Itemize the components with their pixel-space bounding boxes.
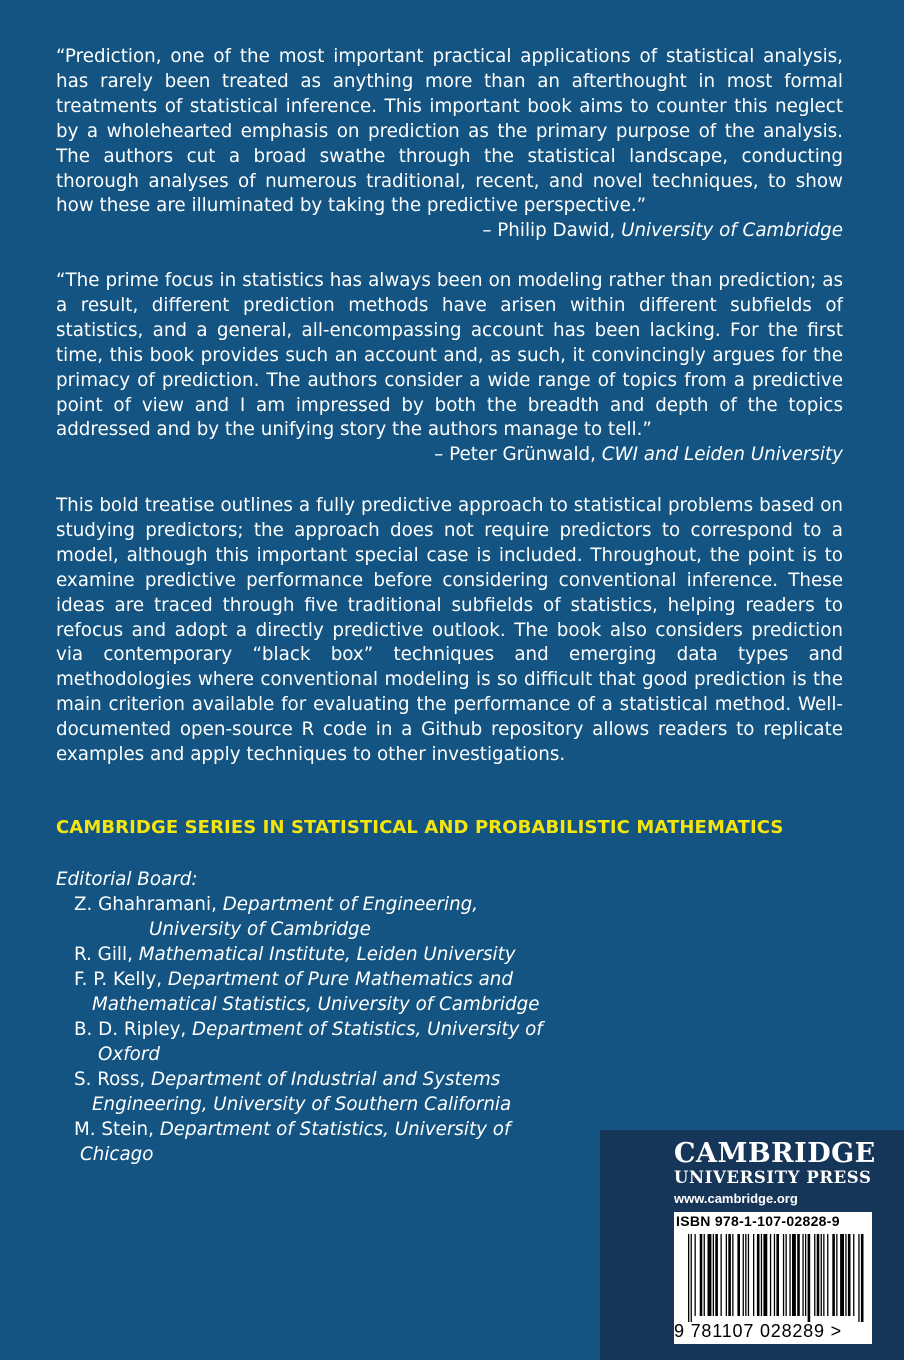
book-description xyxy=(56,494,843,768)
barcode-bar xyxy=(853,1234,854,1316)
barcode-bar xyxy=(743,1234,744,1316)
board-member xyxy=(74,1067,543,1117)
barcode-bar xyxy=(737,1234,740,1316)
barcode-bar xyxy=(789,1234,790,1316)
barcode-bar xyxy=(858,1234,859,1322)
publisher-logo-press: UNIVERSITY PRESS xyxy=(674,1168,872,1187)
member-affiliation-cont: Mathematical Statistics, University of Cambridge xyxy=(92,994,540,1015)
barcode-bar xyxy=(715,1234,718,1316)
editorial-board xyxy=(56,867,543,1167)
member-name: B. D. Ripley, xyxy=(74,1019,187,1040)
barcode-bar xyxy=(748,1234,749,1316)
barcode-bar xyxy=(700,1234,703,1316)
publisher-url: www.cambridge.org xyxy=(674,1191,798,1206)
board-member xyxy=(74,942,543,967)
member-name: R. Gill, xyxy=(74,944,133,965)
member-affiliation: Department of Statistics, University of xyxy=(192,1019,543,1040)
barcode-bar xyxy=(757,1234,760,1316)
barcode-bar xyxy=(721,1234,722,1316)
member-affiliation: Department of Pure Mathematics and xyxy=(167,969,513,990)
barcode-bar xyxy=(704,1234,705,1316)
member-affiliation-cont: Chicago xyxy=(80,1144,154,1165)
barcode-bar xyxy=(776,1234,779,1316)
barcode-bar xyxy=(802,1234,803,1316)
editorial-board-heading: Editorial Board: xyxy=(56,869,198,890)
barcode-bar xyxy=(845,1234,846,1316)
member-affiliation: Department of Engineering, xyxy=(222,894,479,915)
barcode-bar xyxy=(821,1234,822,1316)
publisher-panel xyxy=(600,1130,904,1360)
barcode-bar xyxy=(688,1234,689,1322)
barcode-bar xyxy=(805,1234,806,1316)
isbn-label: ISBN 978-1-107-02828-9 xyxy=(676,1213,840,1229)
member-affiliation-cont: Oxford xyxy=(98,1044,160,1065)
board-member xyxy=(74,967,543,1017)
barcode-bar xyxy=(836,1234,837,1316)
barcode-bar xyxy=(808,1234,811,1322)
quote-affiliation: University of Cambridge xyxy=(621,220,843,242)
member-name: S. Ross, xyxy=(74,1069,146,1090)
member-affiliation: Mathematical Institute, Leiden University xyxy=(138,944,516,965)
description-text: This bold treatise outlines a fully predictive approach to statistical problems based on studying predictors; the approach does not require predictors to correspond to a model, although this important special case is included. Throughout, the point is to examine predictive performance before considering conventional inference. These ideas are traced through five traditional subfields of statistics, helping readers to refocus and adopt a directly predictive outlook. The book also considers prediction via contemporary “black box” techniques and emerging data types and methodologies where conventional modeling is so difficult that good prediction is the main criterion available for evaluating the performance of a statistical method. Well-documented open-source R code in a Github repository allows readers to replicate examples and apply techniques to other investigations. xyxy=(56,495,843,766)
barcode-bar xyxy=(708,1234,712,1316)
barcode-bar xyxy=(786,1234,787,1316)
barcode-bar xyxy=(732,1234,733,1316)
barcode-bar xyxy=(763,1234,767,1316)
quote-text: “The prime focus in statistics has always been on modeling rather than prediction; as a result, different prediction methods have arisen within different subfields of statistics, and a general, all-encompassing account has been lacking. For the first time, this book provides such an account and, as such, it convincingly argues for the primacy of prediction. The authors consider a wide range of topics from a predictive point of view and I am impressed by both the breadth and depth of the topics addressed and by the unifying story the authors manage to tell.” xyxy=(56,270,843,441)
barcode-icon xyxy=(674,1234,872,1322)
barcode-bar xyxy=(814,1234,815,1316)
barcode-bar xyxy=(823,1234,824,1316)
barcode-bar xyxy=(848,1234,851,1316)
barcode-bar xyxy=(774,1234,775,1316)
quote-text: “Prediction, one of the most important practical applications of statistical analysis, has rarely been treated as anything more than an afterthought in most formal treatments of statistical inference. This important book aims to counter this neglect by a wholehearted emphasis on prediction as the primary purpose of the analysis. The authors cut a broad swathe through the statistical landscape, conducting thorough analyses of numerous traditional, recent, and novel techniques, to show how these are illuminated by taking the predictive perspective.” xyxy=(56,46,843,217)
member-affiliation: Department of Industrial and Systems xyxy=(150,1069,501,1090)
member-affiliation-cont: Engineering, University of Southern California xyxy=(92,1094,512,1115)
barcode-bar xyxy=(783,1234,784,1316)
barcode-bar xyxy=(817,1234,820,1316)
quote-affiliation: CWI and Leiden University xyxy=(601,444,843,466)
quote-attribution xyxy=(56,219,843,244)
member-affiliation-cont: University of Cambridge xyxy=(149,919,371,940)
quote-author: – Philip Dawid, xyxy=(482,220,616,242)
barcode-bar xyxy=(695,1234,696,1316)
quote-author: – Peter Grünwald, xyxy=(434,444,596,466)
quote-dawid xyxy=(56,45,843,244)
quote-grunwald xyxy=(56,269,843,468)
barcode-bar xyxy=(840,1234,844,1316)
quote-attribution xyxy=(56,443,843,468)
board-member xyxy=(74,892,543,942)
barcode-bar xyxy=(861,1234,864,1322)
barcode-bar xyxy=(745,1234,746,1316)
barcode-bar xyxy=(797,1234,800,1316)
board-member xyxy=(74,1017,543,1067)
board-member xyxy=(74,1117,543,1167)
member-affiliation: Department of Statistics, University of xyxy=(159,1119,511,1140)
barcode-bar xyxy=(728,1234,731,1316)
series-title: CAMBRIDGE SERIES IN STATISTICAL AND PROBABILISTIC MATHEMATICS xyxy=(56,817,784,838)
barcode-bar xyxy=(726,1234,727,1316)
barcode-bar xyxy=(753,1234,754,1316)
barcode-bar xyxy=(832,1234,835,1316)
barcode-bar xyxy=(713,1234,714,1316)
barcode-bar xyxy=(792,1234,796,1316)
member-name: F. P. Kelly, xyxy=(74,969,163,990)
member-name: M. Stein, xyxy=(74,1119,154,1140)
barcode-bar xyxy=(827,1234,828,1316)
barcode-bar xyxy=(770,1234,771,1316)
publisher-logo-name: CAMBRIDGE xyxy=(674,1138,876,1169)
isbn-barcode xyxy=(674,1212,872,1344)
barcode-bar xyxy=(761,1234,762,1316)
barcode-number: 9 781107 028289 > xyxy=(674,1321,842,1341)
member-name: Z. Ghahramani, xyxy=(74,894,217,915)
barcode-bar xyxy=(691,1234,692,1322)
